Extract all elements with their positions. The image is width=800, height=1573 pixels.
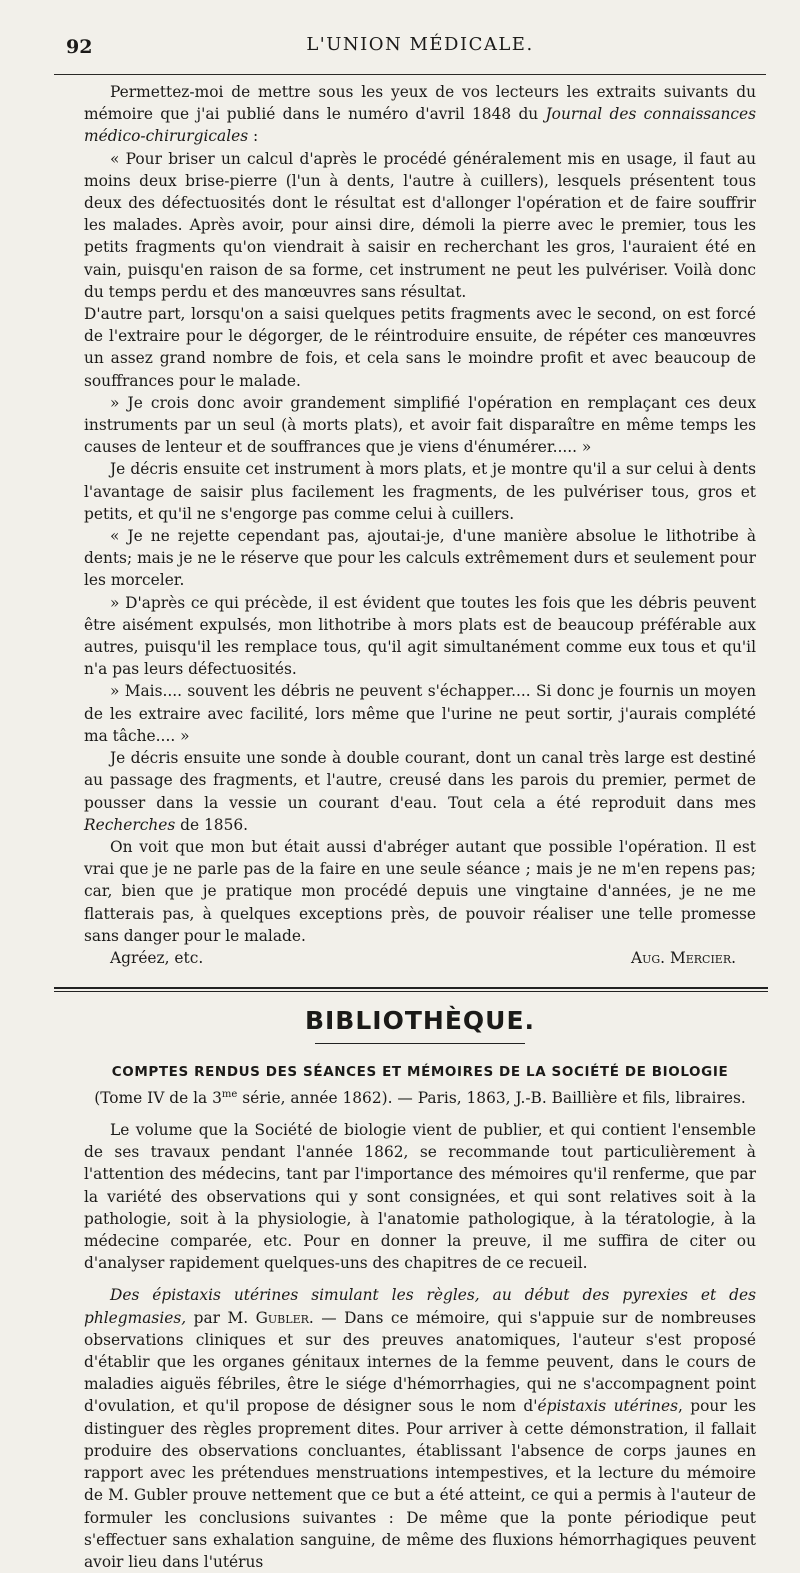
letter-paragraph: Je décris ensuite cet instrument à mors plats, et je montre qu'il a sur celui à dents l'avantage de saisir plus facilement les fragments, de les pulvériser tous, gros et petits, et qu'il ne s'engorge pas comme celui à cuillers. xyxy=(84,460,756,523)
review-paragraph xyxy=(84,1284,756,1573)
letter-paragraph: » Mais.... souvent les débris ne peuvent s'échapper.... Si donc je fournis un moyen de les extraire avec facilité, lors même que l'urine ne peut sortir, j'aurais complété ma tâche.... » xyxy=(84,682,756,745)
memoir-author: Gubler xyxy=(255,1308,309,1327)
paragraph-text: Je décris ensuite une sonde à double courant, dont un canal très large est destiné au passage des fragments, et l'autre, creusé dans les parois du premier, permet de pousser dans la vessie un courant d'eau. Tout cela a été reproduit dans mes xyxy=(84,749,756,812)
letter-paragraph xyxy=(84,747,756,836)
page-number: 92 xyxy=(66,36,93,58)
memoir-title: Des épistaxis utérines simulant les règles, au début des pyrexies et des phlegmasies, xyxy=(84,1286,756,1327)
letter-paragraph: On voit que mon but était aussi d'abréger autant que possible l'opération. Il est vrai que je ne parle pas de la faire en une seule séance ; mais je ne m'en repens pas; car, bien que je pratique mon procédé depuis une vingtaine d'années, je ne me flatterais pas, à quelques exceptions près, de pouvoir réaliser une telle promesse sans danger pour le malade. xyxy=(84,837,756,945)
publication-text: (Tome IV de la 3 xyxy=(94,1089,222,1108)
letter-author: Aug. Mercier. xyxy=(631,948,736,967)
journal-reference: Journal des connaissances médico-chirurgicales xyxy=(84,105,756,146)
journal-title: L'UNION MÉDICALE. xyxy=(306,34,534,55)
spacer xyxy=(84,1274,756,1284)
letter-intro xyxy=(84,81,756,148)
letter-paragraph: » Je crois donc avoir grandement simplifié l'opération en remplaçant ces deux instruments par un seul (à morts plats), et avoir fait disparaître en même temps les causes de lenteur et de souffrances que je viens d'énumérer..... » xyxy=(84,393,756,457)
section-title: BIBLIOTHÈQUE. xyxy=(304,1005,536,1035)
memoir-term: épistaxis utérines xyxy=(537,1397,678,1416)
review-paragraph: Le volume que la Société de biologie vient de publier, et qui contient l'ensemble de ses travaux pendant l'année 1862, se recommande tout particulièrement à l'attention des médecins, tant par l'importance des mémoires qu'il renferme, que par la variété des observations qui y sont consignées, et qui sont relatives soit à la pathologie, soit à la physiologie, à l'anatomie pathologique, à la tératologie, à la médecine comparée, etc. Pour en donner la preuve, il me suffira de citer ou d'analyser rapidement quelques-uns des chapitres de ce recueil. xyxy=(84,1121,756,1273)
memoir-text-end: , pour les distinguer des règles proprement dites. Pour arriver à cette démonstration, il fallait produire des observations concluantes, établissant l'absence de corps jaunes en rapport avec les prétendues menstruations intempestives, et la lecture du mémoire de M. Gubler prouve nettement que ce but a été atteint, ce qui a permis à l'auteur de formuler les conclusions suivantes : De même que la ponte périodique peut s'effectuer sans exhalation sanguine, de même des fluxions hémorrhagiques peuvent avoir lieu dans l'utérus xyxy=(84,1397,757,1571)
closing-formula: Agréez, etc. xyxy=(110,948,204,967)
review-heading: COMPTES RENDUS DES SÉANCES ET MÉMOIRES DE LA SOCIÉTÉ DE BIOLOGIE xyxy=(111,1063,729,1080)
letter xyxy=(84,81,756,969)
intro-end: : xyxy=(248,127,259,146)
spacer xyxy=(84,1109,756,1119)
section-title-rule xyxy=(315,1043,525,1044)
memoir-text: . — Dans ce mémoire, qui s'appuie sur de nombreuses observations cliniques et sur des preuves anatomiques, l'auteur s'est proposé d'établir que les organes génitaux internes de la femme peuvent, dans le cours de maladies aiguës fébriles, être le siége d'hémorrhagies, qui ne s'accompagnent point d'ovulation, et qu'il propose de désigner sous le nom d' xyxy=(84,1308,756,1416)
letter-paragraph: D'autre part, lorsqu'on a saisi quelques petits fragments avec le second, on est forcé de l'extraire pour le dégorger, de le réintroduire ensuite, de répéter ces manœuvres un assez grand nombre de fois, et cela sans le moindre profit et avec beaucoup de souffrances pour le malade. xyxy=(84,305,756,390)
letter-signature xyxy=(84,947,756,969)
intro-text: Permettez-moi de mettre sous les yeux de vos lecteurs les extraits suivants du mémoire que j'ai publié dans le numéro d'avril 1848 du xyxy=(84,83,756,124)
review xyxy=(84,1119,756,1573)
header-rule xyxy=(54,74,766,75)
publication-superscript: me xyxy=(221,1088,238,1100)
letter-paragraph: » D'après ce qui précède, il est évident que toutes les fois que les débris peuvent être aisément expulsés, mon lithotribe à mors plats est de beaucoup préférable aux autres, puisqu'il les remplace tous, qu'il agit simultanément comme eux tous et qu'il n'a pas leurs défectuosités. xyxy=(84,593,756,679)
letter-paragraph: « Je ne rejette cependant pas, ajoutai-je, d'une manière absolue le lithotribe à dents; mais je ne le réserve que pour les calculs extrêmement durs et seulement pour les morceler. xyxy=(84,527,756,590)
letter-paragraph: « Pour briser un calcul d'après le procédé généralement mis en usage, il faut au moins deux brise-pierre (l'un à dents, l'autre à cuillers), lesquels présentent tous deux des défectuosités dont le résultat est d'allonger l'opération et de faire souffrir les malades. Après avoir, pour ainsi dire, démoli la pierre avec le premier, tous les petits fragments qu'on viendrait à saisir en recherchant les gros, l'auraient été en vain, puisqu'en raison de sa forme, cet instrument ne peut les pulvériser. Voilà donc du temps perdu et des manœuvres sans résultat. xyxy=(84,149,756,301)
review-publication xyxy=(84,1084,756,1109)
recherches-reference: Recherches xyxy=(84,815,176,834)
memoir-by: par M. xyxy=(186,1308,256,1327)
section-separator xyxy=(54,987,768,992)
paragraph-text-end: de 1856. xyxy=(175,815,249,834)
page-header xyxy=(66,22,756,62)
publication-text-end: série, année 1862). — Paris, 1863, J.-B. Baillière et fils, libraires. xyxy=(237,1089,746,1108)
